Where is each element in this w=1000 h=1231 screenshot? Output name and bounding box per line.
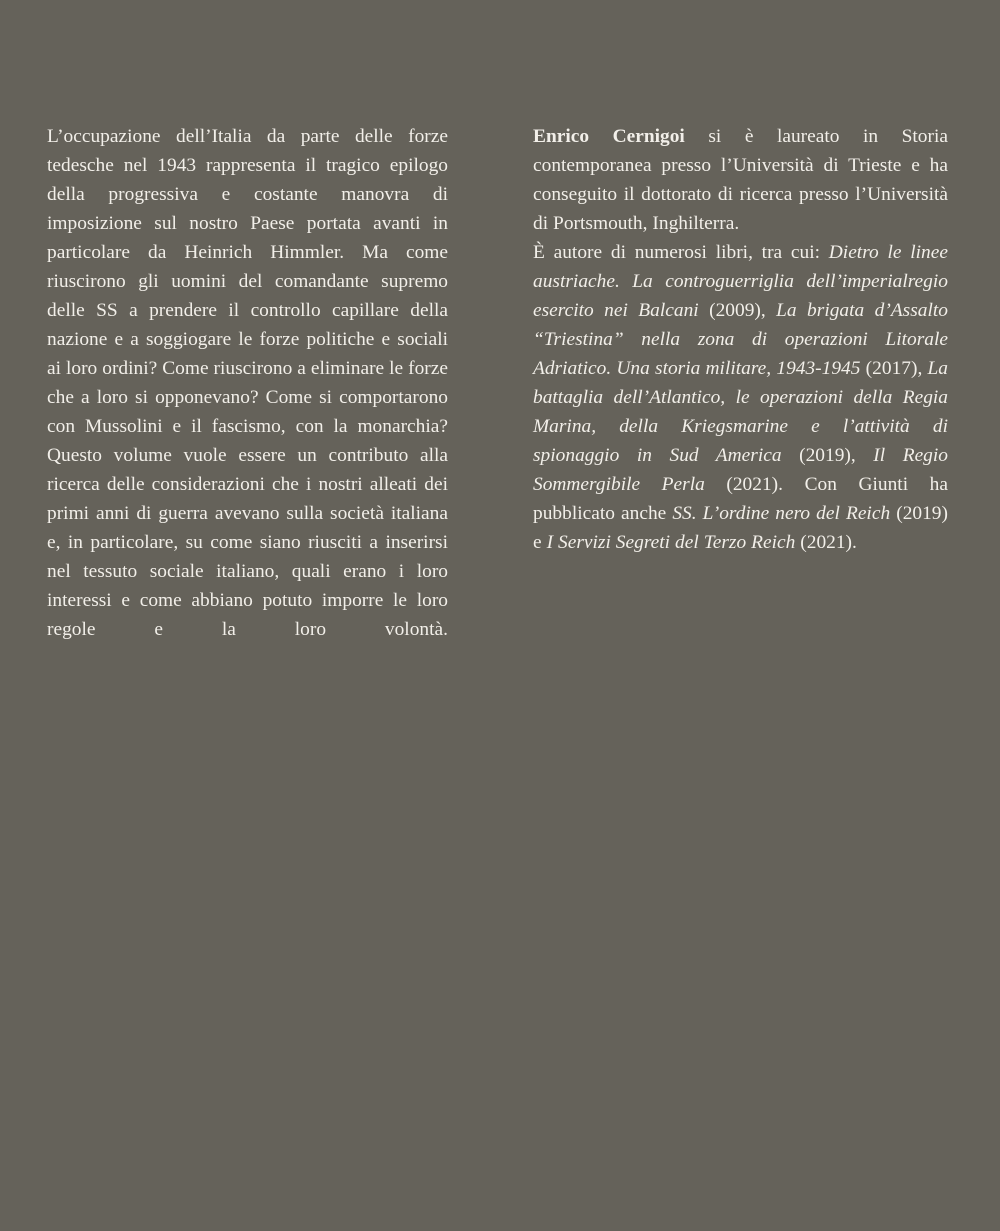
publisher-text: Con Giunti ha pubblicato anche: [533, 474, 948, 524]
author-bio-column: [533, 122, 948, 557]
book-title-5: SS. L’ordine nero del Reich: [672, 503, 891, 524]
book-year-1: (2009),: [698, 300, 777, 321]
book-year-5: (2019) e: [533, 503, 948, 553]
book-title-3: La battaglia dell’Atlantico, le operazioni della Regia Marina, della Kriegsmarine e l’attività di spionaggio in Sud America: [533, 358, 949, 466]
book-year-3: (2019),: [781, 445, 874, 466]
book-year-2: (2017),: [860, 358, 928, 379]
blurb-paragraph: L’occupazione dell’Italia da parte delle forze tedesche nel 1943 rappresenta il tragico epilogo della progressiva e costante manovra di imposizione sul nostro Paese portata avanti in particolare da Heinrich Himmler. Ma come riuscirono gli uomini del comandante supremo delle SS a prendere il controllo capillare della nazione e a soggiogare le forze politiche e sociali ai loro ordini? Come riuscirono a eliminare le forze che a loro si opponevano? Come si comportarono con Mussolini e il fascismo, con la monarchia? Questo volume vuole essere un contributo alla ricerca delle considerazioni che i nostri alleati dei primi anni di guerra avevano sulla società italiana e, in particolare, su come siano riusciti a inserirsi nel tessuto sociale italiano, quali erano i loro interessi e come abbiano potuto imporre le loro regole e la loro volontà.: [47, 126, 448, 640]
book-title-6: I Servizi Segreti del Terzo Reich: [546, 532, 796, 553]
book-title-2: La brigata d’Assalto “Triestina” nella zona di operazioni Litorale Adriatico. Una storia militare, 1943-1945: [533, 300, 948, 379]
book-year-6: (2021).: [795, 532, 857, 553]
author-education-text: si è laureato in Storia contemporanea presso l’Università di Trieste e ha conseguito il dottorato di ricerca presso l’Università di Portsmouth, Inghilterra.: [533, 126, 948, 234]
book-title-1: Dietro le linee austriache. La controguerriglia dell’imperialregio esercito nei Balcani: [533, 242, 948, 321]
author-name: Enrico Cernigoi: [533, 126, 685, 147]
author-bio-paragraph: [533, 122, 948, 238]
books-intro-text: È autore di numerosi libri, tra cui:: [533, 242, 829, 263]
book-year-4: (2021).: [704, 474, 805, 495]
blurb-column: [47, 122, 448, 673]
author-bibliography-paragraph: [533, 238, 948, 557]
book-title-4: Il Regio Sommergibile Perla: [533, 445, 948, 495]
